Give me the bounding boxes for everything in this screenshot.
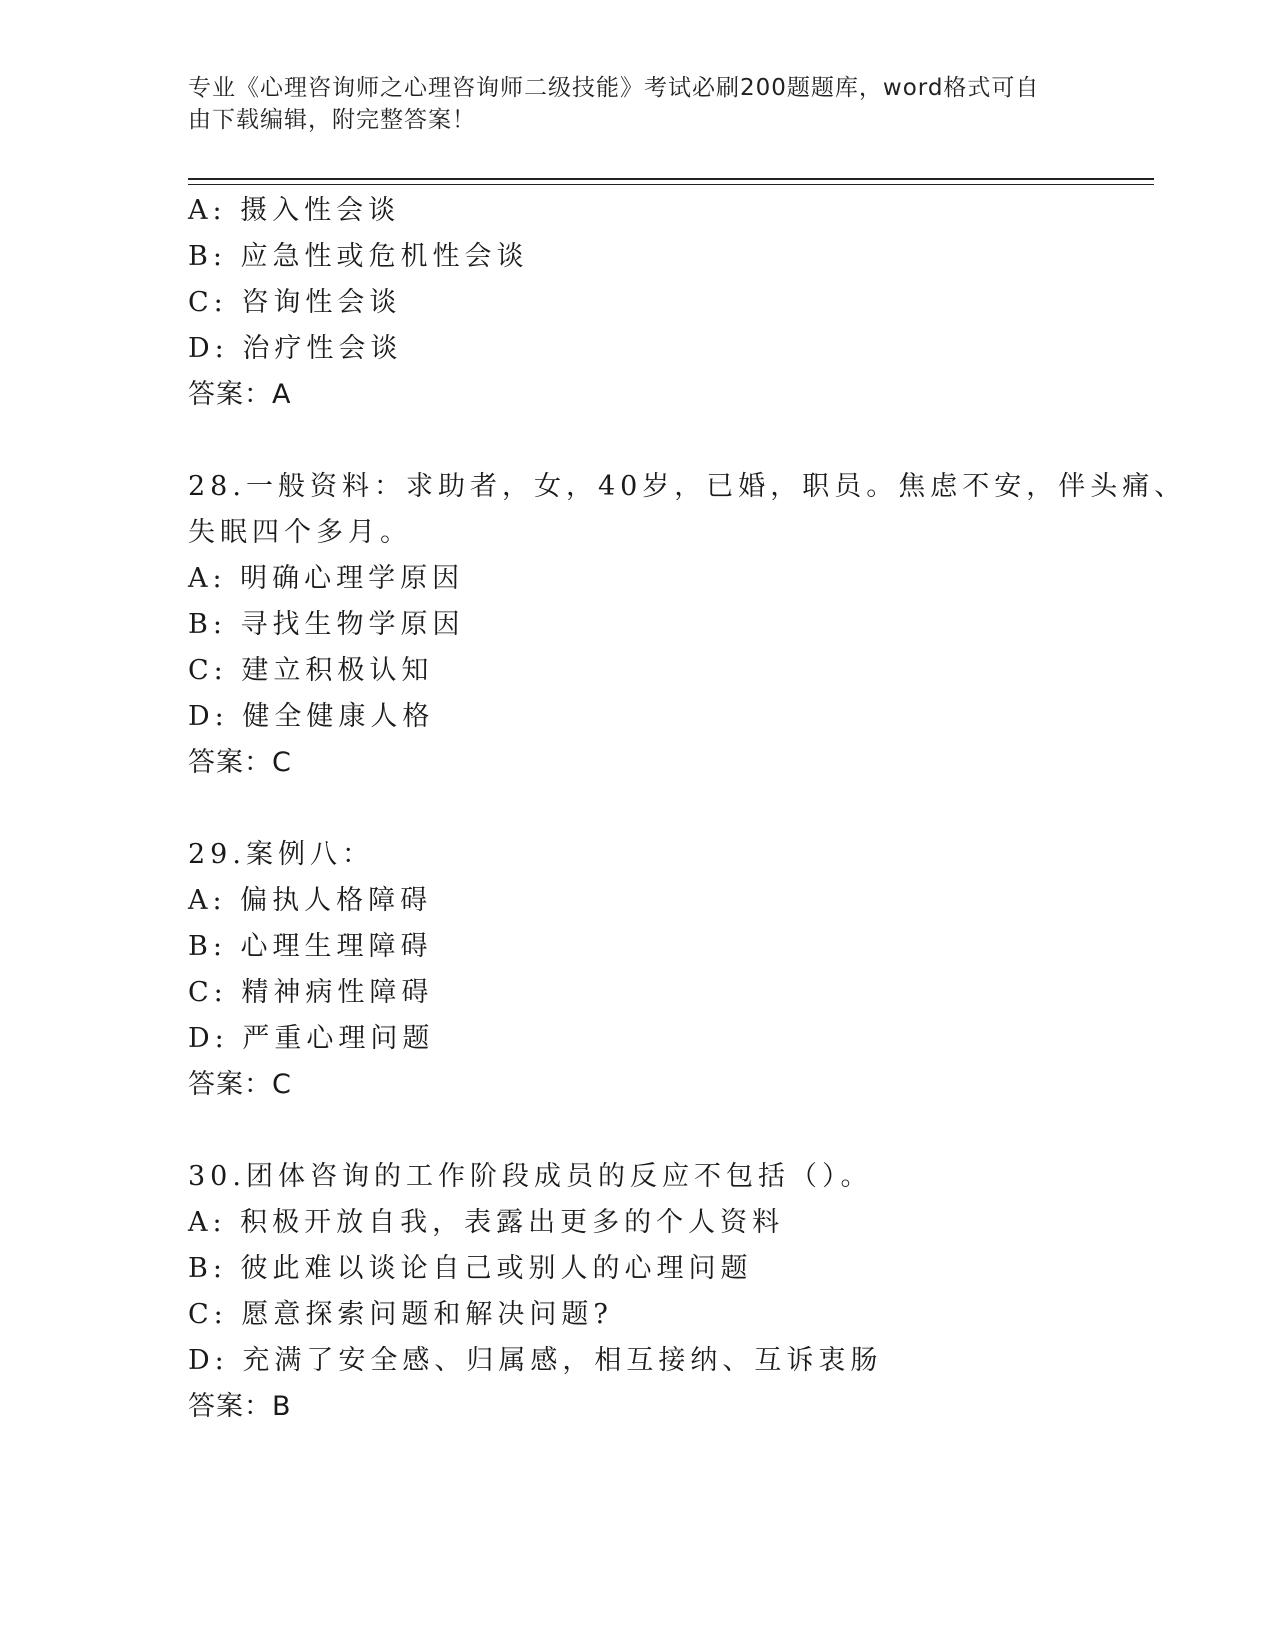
option-b: B: 寻找生物学原因 xyxy=(188,609,465,640)
document-header xyxy=(188,72,1068,136)
option-d: D: 治疗性会谈 xyxy=(188,333,403,364)
answer: 答案：B xyxy=(188,1391,292,1422)
header-line-1: 专业《心理咨询师之心理咨询师二级技能》考试必刷200题题库，word格式可自 xyxy=(188,75,1040,101)
question-stem-cont: 失眠四个多月。 xyxy=(188,517,412,548)
spacer xyxy=(188,418,1154,464)
question-stem: 28.一般资料：求助者，女，40岁，已婚，职员。焦虑不安，伴头痛、 xyxy=(188,471,1187,502)
answer: 答案：C xyxy=(188,747,292,778)
answer: 答案：C xyxy=(188,1069,292,1100)
question-stem: 30.团体咨询的工作阶段成员的反应不包括（）。 xyxy=(188,1161,873,1192)
option-a: A: 摄入性会谈 xyxy=(188,195,401,226)
option-d: D: 严重心理问题 xyxy=(188,1023,435,1054)
option-c: C: 精神病性障碍 xyxy=(188,977,434,1008)
option-a: A: 明确心理学原因 xyxy=(188,563,465,594)
answer: 答案：A xyxy=(188,379,292,410)
header-rule-thin xyxy=(188,184,1154,185)
option-c: C: 建立积极认知 xyxy=(188,655,434,686)
option-c: C: 愿意探索问题和解决问题? xyxy=(188,1299,613,1330)
option-d: D: 健全健康人格 xyxy=(188,701,435,732)
question-29 xyxy=(188,832,1154,1108)
option-c: C: 咨询性会谈 xyxy=(188,287,402,318)
question-stem: 29.案例八： xyxy=(188,839,374,870)
option-b: B: 彼此难以谈论自己或别人的心理问题 xyxy=(188,1253,753,1284)
option-b: B: 应急性或危机性会谈 xyxy=(188,241,529,272)
question-30 xyxy=(188,1154,1154,1430)
spacer xyxy=(188,786,1154,832)
option-a: A: 积极开放自我，表露出更多的个人资料 xyxy=(188,1207,785,1238)
option-a: A: 偏执人格障碍 xyxy=(188,885,433,916)
header-line-2: 由下载编辑，附完整答案！ xyxy=(188,107,476,133)
spacer xyxy=(188,1108,1154,1154)
question-27 xyxy=(188,188,1154,418)
option-d: D: 充满了安全感、归属感，相互接纳、互诉衷肠 xyxy=(188,1345,883,1376)
question-28 xyxy=(188,464,1187,786)
header-rule-thick xyxy=(188,178,1154,180)
question-list xyxy=(188,188,1187,1430)
option-b: B: 心理生理障碍 xyxy=(188,931,433,962)
